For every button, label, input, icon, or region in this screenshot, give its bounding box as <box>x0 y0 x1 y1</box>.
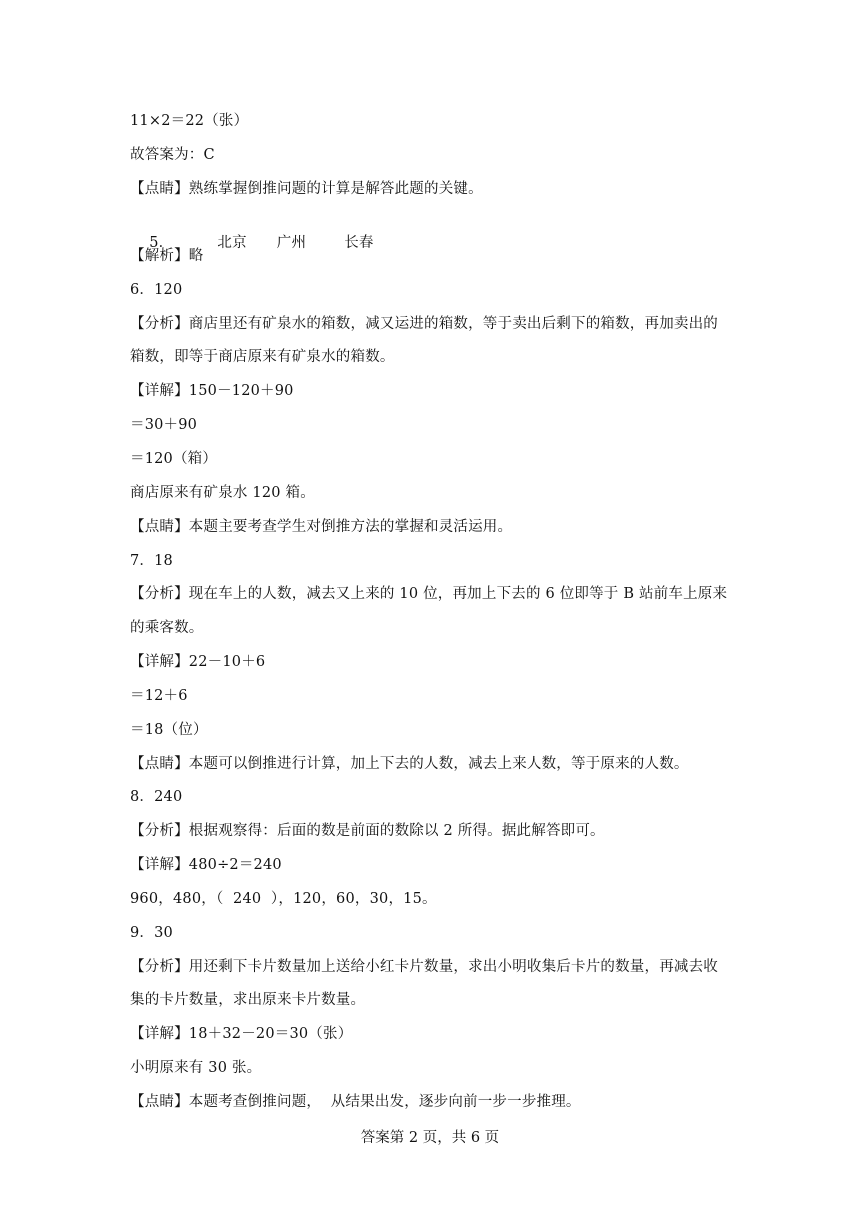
text-line: 【点睛】熟练掌握倒推问题的计算是解答此题的关键。 <box>130 181 483 197</box>
answer-city: 广州 <box>276 235 307 251</box>
text-line: 商店原来有矿泉水 120 箱。 <box>130 485 315 501</box>
answer-city: 北京 <box>217 235 247 251</box>
text-line: ＝18（位） <box>130 722 208 738</box>
answer-city: 长春 <box>344 235 374 251</box>
text-line: 9．30 <box>130 925 173 941</box>
text-line: 【详解】150－120＋90 <box>130 383 294 399</box>
text-line: 小明原来有 30 张。 <box>130 1060 262 1076</box>
text-line: 【点睛】本题可以倒推进行计算，加上下去的人数，减去上来人数，等于原来的人数。 <box>130 756 689 772</box>
text-line: 960，480，（ 240 ），120，60，30，15。 <box>130 891 437 907</box>
text-line: 【详解】18＋32－20＝30（张） <box>130 1026 353 1042</box>
text-line: 6．120 <box>130 282 183 298</box>
text-line: 8．240 <box>130 789 183 805</box>
text-line: ＝12＋6 <box>130 688 188 704</box>
question-number: 5． <box>149 235 174 251</box>
text-line: 【解析】略 <box>130 248 204 264</box>
text-line: 11×2＝22（张） <box>130 113 249 129</box>
text-line: 7．18 <box>130 553 173 569</box>
text-line: 【分析】商店里还有矿泉水的箱数，减又运进的箱数，等于卖出后剩下的箱数，再加卖出的 <box>130 316 718 332</box>
text-line: 【分析】用还剩下卡片数量加上送给小红卡片数量，求出小明收集后卡片的数量，再减去收 <box>130 959 718 975</box>
text-line: 【分析】现在车上的人数，减去又上来的 10 位，再加上下去的 6 位即等于 B 站前车上原来 <box>130 586 728 602</box>
text-line: 【详解】480÷2＝240 <box>130 857 282 873</box>
text-line: 的乘客数。 <box>130 620 204 636</box>
text-line: 箱数，即等于商店原来有矿泉水的箱数。 <box>130 349 395 365</box>
text-line: 【分析】根据观察得：后面的数是前面的数除以 2 所得。据此解答即可。 <box>130 823 605 839</box>
text-line: 【详解】22－10＋6 <box>130 654 266 670</box>
text-line: 故答案为：C <box>130 147 215 163</box>
text-line: 【点睛】本题考查倒推问题， 从结果出发，逐步向前一步一步推理。 <box>130 1094 581 1110</box>
text-line: 集的卡片数量，求出原来卡片数量。 <box>130 992 366 1008</box>
page-footer: 答案第 2 页，共 6 页 <box>360 1130 500 1146</box>
text-line: ＝120（箱） <box>130 451 218 467</box>
text-line: 【点睛】本题主要考查学生对倒推方法的掌握和灵活运用。 <box>130 519 513 535</box>
text-line: ＝30＋90 <box>130 417 198 433</box>
